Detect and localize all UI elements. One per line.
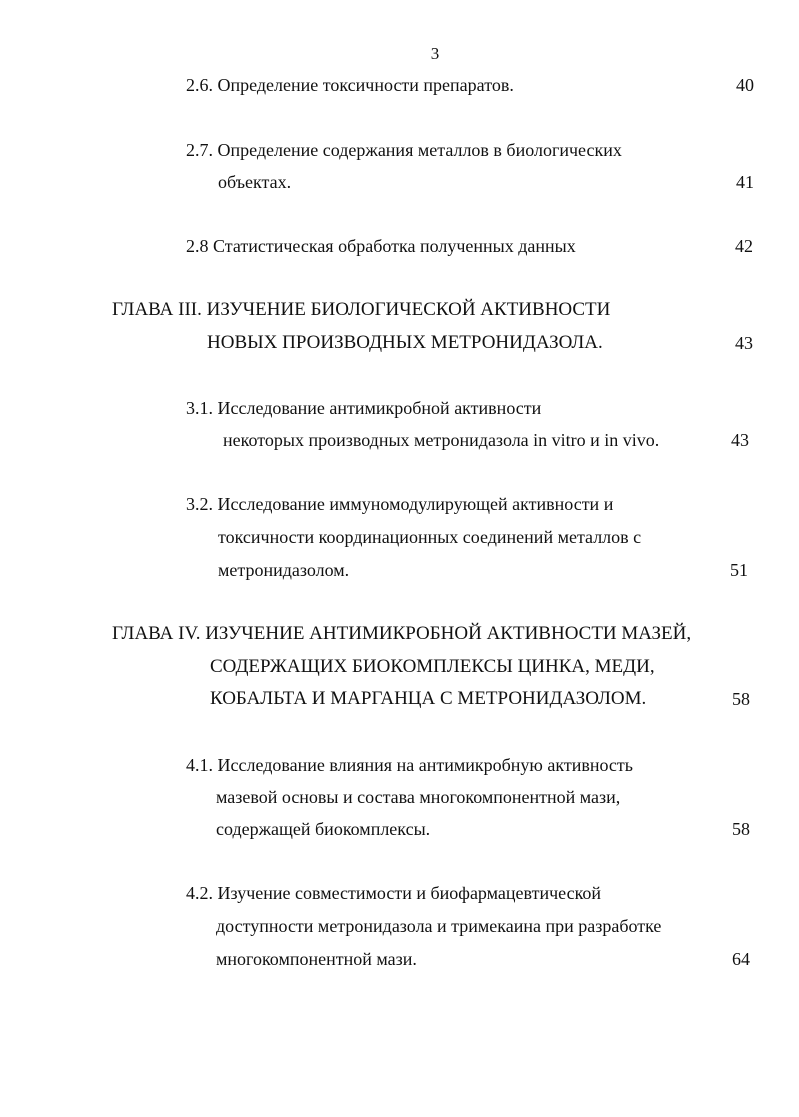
- toc-entry-3-2-title-line-2: токсичности координационных соединений металлов с: [218, 527, 642, 547]
- toc-entry-3-2-title-line-3: метронидазолом.: [218, 560, 350, 580]
- toc-entry-2-6-title: 2.6. Определение токсичности препаратов.: [186, 75, 514, 95]
- toc-entry-4-2-title-line-3: многокомпонентной мази.: [216, 949, 417, 969]
- toc-entry-4-2-title-line-1: 4.2. Изучение совместимости и биофармацевтической: [186, 883, 602, 903]
- toc-chapter-4-title-line-2: СОДЕРЖАЩИХ БИОКОМПЛЕКСЫ ЦИНКА, МЕДИ,: [210, 656, 655, 677]
- toc-entry-4-1-title-line-2: мазевой основы и состава многокомпонентной мази,: [216, 787, 621, 807]
- toc-entry-3-2-page: 51: [730, 560, 748, 580]
- toc-entry-3-1-page: 43: [731, 430, 749, 450]
- toc-entry-4-2-page: 64: [732, 949, 750, 969]
- toc-entry-2-7-title-line-2: объектах.: [218, 172, 292, 192]
- toc-entry-4-1-title-line-1: 4.1. Исследование влияния на антимикробную активность: [186, 755, 633, 775]
- toc-entry-2-6-page: 40: [736, 75, 754, 95]
- toc-entry-4-1-title-line-3: содержащей биокомплексы.: [216, 819, 431, 839]
- toc-entry-2-7-page: 41: [736, 172, 754, 192]
- toc-chapter-4-title-line-1: ГЛАВА IV. ИЗУЧЕНИЕ АНТИМИКРОБНОЙ АКТИВНОСТИ МАЗЕЙ,: [112, 623, 692, 644]
- toc-entry-4-1-page: 58: [732, 819, 750, 839]
- toc-entry-4-2-title-line-2: доступности метронидазола и тримекаина при разработке: [216, 916, 662, 936]
- toc-chapter-3-title-line-1: ГЛАВА III. ИЗУЧЕНИЕ БИОЛОГИЧЕСКОЙ АКТИВНОСТИ: [112, 299, 611, 320]
- page-number: 3: [430, 44, 440, 63]
- toc-chapter-4-title-line-3: КОБАЛЬТА И МАРГАНЦА С МЕТРОНИДАЗОЛОМ.: [210, 688, 647, 709]
- toc-entry-3-1-title-line-1: 3.1. Исследование антимикробной активности: [186, 398, 542, 418]
- toc-entry-3-1-title-line-2: некоторых производных метронидазола in vitro и in vivo.: [223, 430, 660, 450]
- toc-entry-3-2-title-line-1: 3.2. Исследование иммуномодулирующей активности и: [186, 494, 614, 514]
- toc-entry-2-7-title-line-1: 2.7. Определение содержания металлов в биологических: [186, 140, 622, 160]
- toc-entry-2-8-page: 42: [735, 236, 753, 256]
- toc-chapter-3-title-line-2: НОВЫХ ПРОИЗВОДНЫХ МЕТРОНИДАЗОЛА.: [207, 332, 603, 353]
- toc-chapter-4-page: 58: [732, 689, 750, 709]
- toc-chapter-3-page: 43: [735, 333, 753, 353]
- toc-entry-2-8-title: 2.8 Статистическая обработка полученных данных: [186, 236, 576, 256]
